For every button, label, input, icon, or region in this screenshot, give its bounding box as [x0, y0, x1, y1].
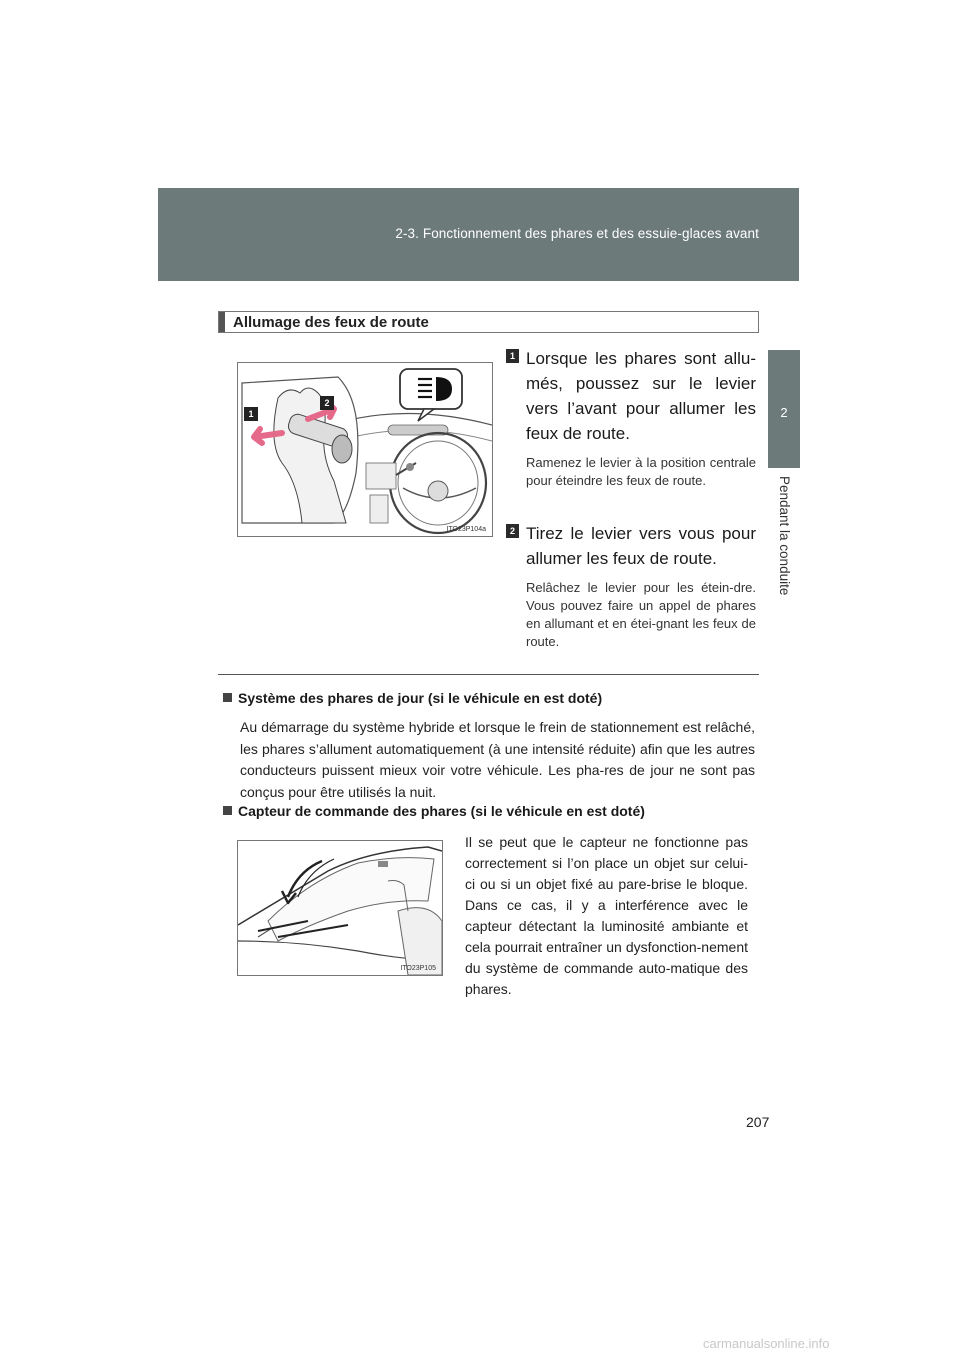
step-2 — [506, 521, 756, 651]
bullet-square-icon — [223, 693, 232, 702]
callout-marker-1: 1 — [244, 407, 258, 421]
figure-code: ITO23P105 — [400, 965, 436, 972]
chapter-title: 2-3. Fonctionnement des phares et des essuie-glaces avant — [395, 226, 759, 241]
windshield-illustration — [238, 841, 442, 975]
lever-illustration — [238, 363, 492, 536]
subsection-heading-sensor — [223, 803, 645, 819]
subsection-heading-text: Système des phares de jour (si le véhicule en est doté) — [238, 690, 603, 706]
step-text: Lorsque les phares sont allu-més, poussez sur le levier vers l’avant pour allumer les feux de route. — [526, 349, 756, 443]
bullet-square-icon — [223, 806, 232, 815]
section-title: Allumage des feux de route — [233, 314, 429, 331]
figure-code: ITO23P104a — [446, 526, 486, 533]
watermark: carmanualsonline.info — [703, 1336, 830, 1351]
chapter-tab[interactable] — [768, 350, 800, 468]
callout-marker-2: 2 — [320, 396, 334, 410]
figure-windshield-sensor — [237, 840, 443, 976]
chapter-header — [158, 188, 799, 281]
chapter-tab-label-container — [768, 468, 800, 688]
subsection-body-sensor: Il se peut que le capteur ne fonctionne pas correctement si l’on place un objet sur celui-ci ou si un objet fixé au pare-brise le bloque. Dans ce cas, il y a interférence avec le capteur détectant la luminosité ambiante et cela pourrait entraîner un dysfonction-nement du système de commande auto-matique des phares. — [465, 834, 748, 997]
figure-headlight-lever — [237, 362, 493, 537]
section-heading — [218, 311, 759, 333]
step-note: Ramenez le levier à la position centrale pour éteindre les feux de route. — [526, 455, 756, 488]
page-number: 207 — [746, 1114, 770, 1130]
step-note: Relâchez le levier pour les étein-dre. Vous pouvez faire un appel de phares en allumant et en étei-gnant les feux de route. — [526, 580, 756, 649]
section-divider — [218, 674, 759, 675]
step-1 — [506, 346, 756, 490]
step-marker: 1 — [506, 349, 519, 363]
subsection-body-drl: Au démarrage du système hybride et lorsque le frein de stationnement est relâché, les phares s’allument automatiquement (à une intensité réduite) afin que les autres conducteurs puissent mieux voir votre véhicule. Les pha-res de jour ne sont pas conçus pour être utilisés la nuit. — [240, 719, 755, 800]
chapter-number: 2 — [780, 405, 788, 420]
step-marker: 2 — [506, 524, 519, 538]
chapter-tab-label: Pendant la conduite — [777, 476, 792, 596]
section-heading-accent — [219, 312, 225, 332]
subsection-heading-text: Capteur de commande des phares (si le véhicule en est doté) — [238, 803, 645, 819]
step-text: Tirez le levier vers vous pour allumer les feux de route. — [526, 524, 756, 568]
subsection-heading-drl — [223, 690, 602, 706]
